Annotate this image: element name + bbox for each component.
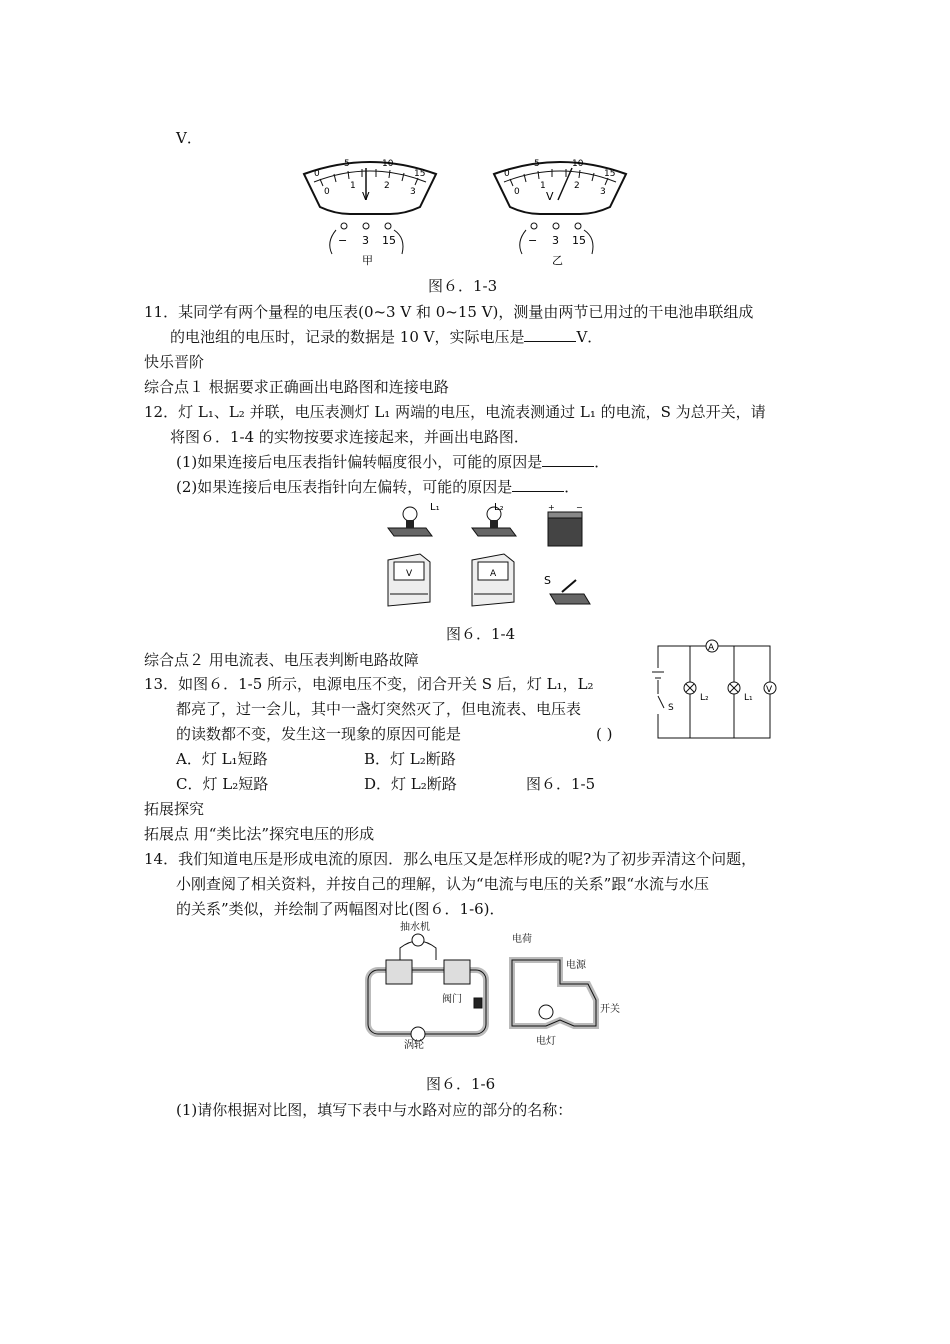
terminal-3: 3 — [552, 234, 559, 247]
voltmeter-label: V — [766, 685, 773, 695]
terminal-neg: − — [528, 234, 538, 247]
q13-line1: 13．如图６．1-5 所示，电源电压不变，闭合开关 S 后，灯 L₁，L₂ — [144, 675, 594, 693]
q14-line3: 的关系”类似，并绘制了两幅图对比(图６．1-6)． — [176, 900, 505, 918]
svg-text:电荷: 电荷 — [512, 934, 532, 945]
voltmeter-device — [388, 554, 430, 606]
q14-sub1: (1)请你根据对比图，填写下表中与水路对应的部分的名称： — [176, 1101, 573, 1119]
scale-top-5: 5 — [534, 159, 540, 169]
switch-s — [544, 574, 590, 604]
answer-paren: ( ) — [596, 725, 613, 743]
q12-sub1: (1)如果连接后电压表指针偏转幅度很小，可能的原因是 ． — [176, 453, 610, 471]
scale-top-15: 15 — [414, 169, 426, 179]
terminal-3: 3 — [362, 234, 369, 247]
answer-blank[interactable] — [512, 477, 564, 492]
svg-text:S: S — [544, 574, 551, 587]
scale-bottom-1: 1 — [540, 181, 546, 191]
q13-line3: 的读数都不变，发生这一现象的原因可能是 — [176, 725, 462, 743]
q11-line2: 的电池组的电压时，记录的数据是 10 V，实际电压是 V． — [170, 328, 603, 346]
option-d[interactable]: D．灯 L₂断路 — [364, 775, 457, 793]
voltmeter-left — [304, 159, 436, 267]
meter-label-jia: 甲 — [362, 254, 373, 267]
q12-sub2: (2)如果连接后电压表指针向左偏转，可能的原因是 ． — [176, 478, 580, 496]
svg-text:L₁: L₁ — [430, 502, 440, 513]
scale-bottom-3: 3 — [600, 187, 606, 197]
scale-top-5: 5 — [344, 159, 350, 169]
figure-6-1-6 — [360, 920, 640, 1050]
q13-line2: 都亮了，过一会儿，其中一盏灯突然灭了，但电流表、电压表 — [176, 700, 582, 718]
figure-caption: 图６．1-6 — [426, 1075, 496, 1093]
q14-line2: 小刚查阅了相关资料，并按自己的理解，认为“电流与电压的关系”跟“水流与水压 — [176, 875, 710, 893]
figure-6-1-4 — [380, 498, 610, 618]
scale-bottom-0: 0 — [514, 187, 520, 197]
figure-caption: 图６．1-3 — [428, 277, 498, 295]
option-b[interactable]: B．灯 L₂断路 — [364, 750, 456, 768]
q11-line1: 11．某同学有两个量程的电压表(0~3 V 和 0~15 V)，测量由两节已用过的干电池串联组成 — [144, 303, 754, 321]
svg-text:V: V — [406, 569, 413, 579]
continued-text: V． — [176, 129, 202, 147]
scale-top-10: 10 — [382, 159, 394, 169]
point-heading: 综合点１ 根据要求正确画出电路图和连接电路 — [144, 378, 449, 396]
water-circuit — [368, 920, 486, 1050]
meter-label-yi: 乙 — [552, 254, 563, 267]
svg-text:电源: 电源 — [566, 960, 586, 971]
svg-text:涡轮: 涡轮 — [404, 1040, 424, 1050]
point-heading: 拓展点 用“类比法”探究电压的形成 — [144, 825, 375, 843]
terminal-neg: − — [338, 234, 348, 247]
q12-line1: 12．灯 L₁、L₂ 并联，电压表测灯 L₁ 两端的电压，电流表测通过 L₁ 的电流，S 为总开关，请 — [144, 403, 766, 421]
terminal-15: 15 — [382, 234, 396, 247]
figure-6-1-5 — [650, 638, 778, 744]
battery — [548, 503, 583, 546]
svg-text:+: + — [548, 503, 555, 512]
lamp1-label: L₁ — [744, 693, 753, 703]
q14-line1: 14．我们知道电压是形成电流的原因．那么电压又是怎样形成的呢?为了初步弄清这个问题， — [144, 850, 757, 868]
scale-bottom-0: 0 — [324, 187, 330, 197]
scale-top-15: 15 — [604, 169, 616, 179]
option-a[interactable]: A．灯 L₁短路 — [176, 750, 268, 768]
lamp-l2 — [472, 502, 516, 536]
figure-caption: 图６．1-5 — [526, 775, 596, 793]
switch-label: S — [668, 703, 674, 713]
scale-top-10: 10 — [572, 159, 584, 169]
scale-bottom-1: 1 — [350, 181, 356, 191]
electric-circuit — [512, 932, 620, 1047]
answer-blank[interactable] — [524, 327, 576, 342]
ammeter-device — [472, 554, 514, 606]
scale-top-0: 0 — [314, 169, 320, 179]
svg-text:开关: 开关 — [600, 1004, 620, 1015]
answer-blank[interactable] — [542, 452, 594, 467]
svg-text:抽水机: 抽水机 — [400, 922, 430, 933]
point-heading: 综合点２ 用电流表、电压表判断电路故障 — [144, 651, 419, 669]
option-c[interactable]: C．灯 L₂短路 — [176, 775, 269, 793]
unit-v: V — [546, 190, 554, 203]
scale-bottom-3: 3 — [410, 187, 416, 197]
ammeter-label: A — [708, 643, 715, 653]
scale-bottom-2: 2 — [574, 181, 580, 191]
figure-caption: 图６．1-4 — [446, 625, 516, 643]
q12-line2: 将图６．1-4 的实物按要求连接起来，并画出电路图． — [170, 428, 529, 446]
terminal-15: 15 — [572, 234, 586, 247]
lamp-l1 — [388, 502, 440, 536]
section-heading: 快乐晋阶 — [144, 353, 205, 371]
scale-top-0: 0 — [504, 169, 510, 179]
svg-text:−: − — [576, 503, 583, 512]
section-heading: 拓展探究 — [144, 800, 205, 818]
lamp2-label: L₂ — [700, 693, 709, 703]
scale-bottom-2: 2 — [384, 181, 390, 191]
svg-text:电灯: 电灯 — [536, 1036, 556, 1047]
figure-6-1-3 — [290, 152, 640, 272]
svg-text:A: A — [490, 569, 497, 579]
svg-text:L₂: L₂ — [494, 502, 504, 513]
unit-v: V — [362, 190, 370, 203]
voltmeter-right — [494, 159, 626, 267]
svg-text:阀门: 阀门 — [442, 994, 462, 1005]
